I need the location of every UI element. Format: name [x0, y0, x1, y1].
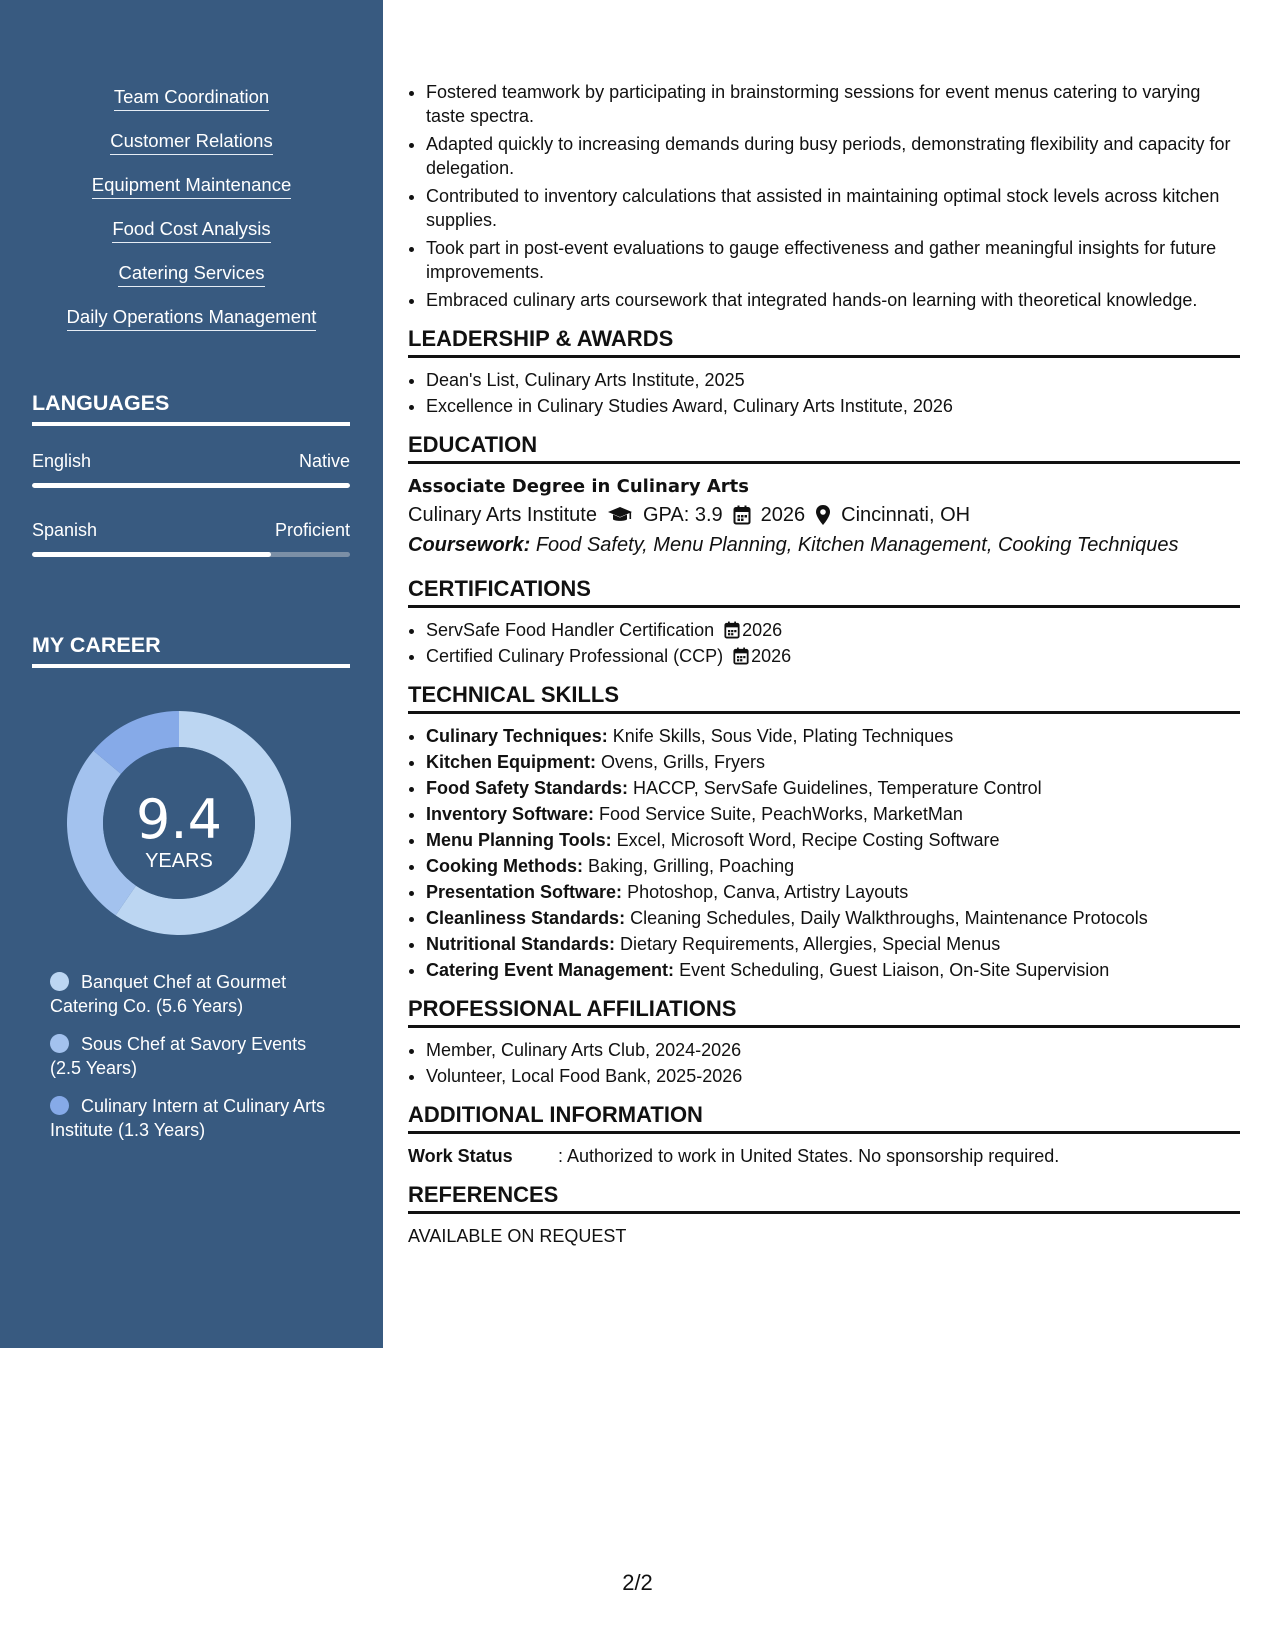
leadership-item: • Excellence in Culinary Studies Award, Culinary Arts Institute, 2026 — [426, 394, 1240, 418]
skill-category: Menu Planning Tools: — [426, 830, 612, 850]
language-level: Proficient — [274, 520, 350, 540]
skill-values: Event Scheduling, Guest Liaison, On-Site Supervision — [679, 960, 1110, 980]
career-heading: MY CAREER — [32, 632, 350, 668]
certification-item — [426, 644, 1240, 668]
education-heading: EDUCATION — [408, 432, 1240, 464]
language-level: Native — [298, 451, 350, 471]
skill-item: Daily Operations Management — [67, 306, 317, 331]
skill-values: Excel, Microsoft Word, Recipe Costing Software — [616, 830, 1000, 850]
career-donut-chart — [66, 710, 292, 936]
languages-heading: LANGUAGES — [32, 390, 350, 426]
experience-bullets — [408, 80, 1240, 312]
additional-info-heading: ADDITIONAL INFORMATION — [408, 1102, 1240, 1134]
page-number: 2/2 — [622, 1570, 653, 1595]
skills-list — [0, 86, 383, 350]
skill-category: Nutritional Standards: — [426, 934, 616, 954]
calendar-icon — [733, 505, 751, 525]
skill-values: Photoshop, Canva, Artistry Layouts — [627, 882, 909, 902]
skill-values: Ovens, Grills, Fryers — [601, 752, 766, 772]
graduation-cap-icon — [607, 505, 633, 525]
technical-skill-item — [426, 880, 1240, 904]
technical-skill-item — [426, 776, 1240, 800]
legend-dot — [50, 1034, 69, 1053]
skill-values: Baking, Grilling, Poaching — [588, 856, 795, 876]
experience-bullet: • Took part in post-event evaluations to gauge effectiveness and gather meaningful insights for future improvements. — [426, 236, 1240, 284]
references-heading: REFERENCES — [408, 1182, 1240, 1214]
skill-item: Customer Relations — [110, 130, 272, 155]
gpa: GPA: 3.9 — [642, 504, 723, 526]
language-bar-fill — [32, 483, 350, 488]
career-item — [50, 1094, 340, 1142]
coursework-list: Food Safety, Menu Planning, Kitchen Management, Cooking Techniques — [535, 534, 1179, 556]
work-status-label: Work Status — [408, 1146, 513, 1166]
career-total: 9.4 — [136, 788, 222, 851]
skill-category: Culinary Techniques: — [426, 726, 608, 746]
technical-skill-item — [426, 932, 1240, 956]
leadership-item: • Dean's List, Culinary Arts Institute, 2025 — [426, 368, 1240, 392]
skill-values: Dietary Requirements, Allergies, Special Menus — [620, 934, 1001, 954]
career-list — [50, 970, 340, 1156]
certification-item — [426, 618, 1240, 642]
skill-values: Knife Skills, Sous Vide, Plating Techniques — [612, 726, 954, 746]
work-status — [408, 1144, 1240, 1168]
skill-category: Inventory Software: — [426, 804, 595, 824]
career-label: Culinary Intern at Culinary Arts Institute (1.3 Years) — [50, 1096, 326, 1140]
language-english — [32, 450, 350, 488]
coursework — [408, 530, 1240, 560]
skill-values: Food Service Suite, PeachWorks, MarketMan — [599, 804, 963, 824]
technical-skills-list — [408, 724, 1240, 982]
education-location: Cincinnati, OH — [841, 504, 971, 526]
sidebar — [0, 0, 383, 1348]
calendar-icon — [733, 647, 749, 665]
technical-skill-item — [426, 750, 1240, 774]
skill-values: HACCP, ServSafe Guidelines, Temperature Control — [633, 778, 1042, 798]
career-item — [50, 1032, 340, 1080]
skill-item: Food Cost Analysis — [112, 218, 270, 243]
career-unit: YEARS — [145, 850, 213, 872]
skill-category: Presentation Software: — [426, 882, 623, 902]
certifications-heading: CERTIFICATIONS — [408, 576, 1240, 608]
school-name: Culinary Arts Institute — [408, 504, 597, 526]
affiliations-list — [408, 1038, 1240, 1088]
graduation-year: 2026 — [760, 504, 806, 526]
technical-skill-item — [426, 854, 1240, 878]
education-details — [408, 500, 1240, 530]
skill-category: Kitchen Equipment: — [426, 752, 596, 772]
language-bar — [32, 483, 350, 488]
skill-item: Equipment Maintenance — [92, 174, 292, 199]
language-name: English — [32, 451, 92, 471]
legend-dot — [50, 1096, 69, 1115]
degree-title: Associate Degree in Culinary Arts — [408, 476, 749, 497]
language-name: Spanish — [32, 520, 98, 540]
certification-year: 2026 — [742, 620, 783, 640]
work-status-value: : Authorized to work in United States. No sponsorship required. — [558, 1146, 1060, 1166]
references-text: AVAILABLE ON REQUEST — [408, 1226, 627, 1246]
language-bar — [32, 552, 350, 557]
technical-skill-item — [426, 802, 1240, 826]
leadership-heading: LEADERSHIP & AWARDS — [408, 326, 1240, 358]
technical-skill-item — [426, 958, 1240, 982]
skill-category: Cleanliness Standards: — [426, 908, 626, 928]
technical-skill-item — [426, 828, 1240, 852]
skill-category: Catering Event Management: — [426, 960, 675, 980]
calendar-icon — [724, 621, 740, 639]
technical-skill-item — [426, 724, 1240, 748]
career-label: Sous Chef at Savory Events (2.5 Years) — [50, 1034, 307, 1078]
experience-bullet: • Embraced culinary arts coursework that integrated hands-on learning with theoretical knowledge. — [426, 288, 1240, 312]
coursework-label: Coursework: — [408, 534, 531, 556]
affiliation-item: • Member, Culinary Arts Club, 2024-2026 — [426, 1038, 1240, 1062]
skill-item: Catering Services — [118, 262, 264, 287]
skill-values: Cleaning Schedules, Daily Walkthroughs, Maintenance Protocols — [630, 908, 1148, 928]
experience-bullet: • Contributed to inventory calculations that assisted in maintaining optimal stock levels across kitchen supplies. — [426, 184, 1240, 232]
affiliation-item: • Volunteer, Local Food Bank, 2025-2026 — [426, 1064, 1240, 1088]
experience-bullet: • Adapted quickly to increasing demands during busy periods, demonstrating flexibility and capacity for delegation. — [426, 132, 1240, 180]
certification-year: 2026 — [751, 646, 792, 666]
career-item — [50, 970, 340, 1018]
certifications-list — [408, 618, 1240, 668]
affiliations-heading: PROFESSIONAL AFFILIATIONS — [408, 996, 1240, 1028]
location-pin-icon — [815, 504, 831, 526]
technical-skill-item — [426, 906, 1240, 930]
skill-category: Cooking Methods: — [426, 856, 583, 876]
main-content — [408, 80, 1240, 1248]
legend-dot — [50, 972, 69, 991]
experience-bullet: • Fostered teamwork by participating in brainstorming sessions for event menus catering to varying taste spectra. — [426, 80, 1240, 128]
certification-name: ServSafe Food Handler Certification — [426, 620, 715, 640]
skill-item: Team Coordination — [114, 86, 269, 111]
language-bar-fill — [32, 552, 271, 557]
language-spanish — [32, 519, 350, 557]
career-label: Banquet Chef at Gourmet Catering Co. (5.6 Years) — [50, 972, 287, 1016]
technical-skills-heading: TECHNICAL SKILLS — [408, 682, 1240, 714]
leadership-list — [408, 368, 1240, 418]
skill-category: Food Safety Standards: — [426, 778, 629, 798]
certification-name: Certified Culinary Professional (CCP) — [426, 646, 724, 666]
